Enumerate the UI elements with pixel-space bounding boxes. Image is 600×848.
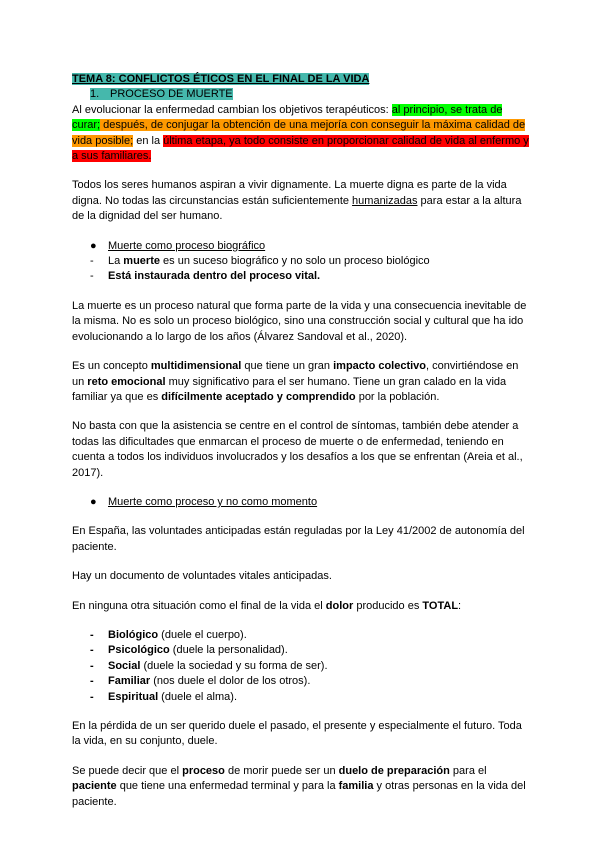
pain-c: producido es	[353, 599, 423, 612]
intro-mid: en la	[133, 134, 164, 147]
multi-f: reto emocional	[87, 375, 166, 388]
intro-lead: Al evolucionar la enfermedad cambian los objetivos terapéuticos:	[72, 103, 392, 116]
intro-highlight-orange: después, de conjugar la obtención de una mejoría con conseguir la máxima calidad de vida posible;	[72, 119, 526, 147]
dash-text-a: La	[108, 255, 124, 268]
dash-bold-text: Está instaurada dentro del proceso vital.	[108, 270, 321, 283]
multi-i: por la población.	[355, 390, 440, 403]
pain-item-bold: Familiar	[108, 675, 151, 688]
dash-icon: -	[90, 628, 94, 641]
section-heading	[72, 87, 532, 102]
bullet-text: Muerte como proceso biográfico	[108, 239, 266, 252]
pain-d: TOTAL	[422, 599, 459, 612]
pain-b: dolor	[325, 599, 354, 612]
dash-item	[72, 254, 532, 269]
duel-paragraph	[72, 764, 532, 810]
duel-b: proceso	[182, 764, 225, 777]
dash-icon: -	[90, 644, 94, 657]
intro-paragraph	[72, 103, 532, 165]
areia-paragraph: No basta con que la asistencia se centre en el control de síntomas, también debe atender a todas las dificultades que enmarcan el proceso de muerte o de enfermedad, teniendo en cuenta a todos los individuos involucrados y los desafíos a los que se enfrentan (Areia et al., 2017).	[72, 420, 523, 479]
multi-b: multidimensional	[150, 360, 242, 373]
multidimensional-paragraph	[72, 359, 532, 405]
dash-icon: -	[90, 690, 94, 703]
multi-c: que tiene un gran	[241, 360, 334, 373]
list-item	[72, 690, 532, 705]
dash-icon: -	[90, 659, 94, 672]
duel-g: que tiene una enfermedad terminal y para la	[116, 780, 339, 793]
section-number: 1.	[90, 88, 100, 101]
dash-bold: muerte	[123, 255, 160, 268]
duel-f: paciente	[72, 780, 117, 793]
dignity-underlined: humanizadas	[352, 194, 418, 207]
dignity-text-a: Todos los seres humanos aspiran a vivir dignamente. La muerte digna es parte de la vida digna. No todas las circunstancias están suficientemente	[72, 179, 507, 207]
list-item	[72, 628, 532, 643]
dash-item	[72, 269, 532, 284]
law-paragraph: En España, las voluntades anticipadas están reguladas por la Ley 41/2002 de autonomía del paciente.	[72, 525, 525, 553]
pain-item-bold: Social	[108, 659, 141, 672]
list-item	[72, 659, 532, 674]
multi-h: difícilmente aceptado y comprendido	[161, 390, 356, 403]
multi-a: Es un concepto	[72, 360, 151, 373]
dash-icon: -	[90, 270, 94, 283]
bullet-item-biographic	[72, 239, 532, 254]
bullet-icon: ●	[90, 495, 97, 508]
bullet-item-process	[72, 495, 532, 510]
pain-item-rest: (nos duele el dolor de los otros).	[150, 675, 311, 688]
title-text: TEMA 8: CONFLICTOS ÉTICOS EN EL FINAL DE LA VIDA	[72, 73, 370, 85]
pain-item-bold: Espiritual	[108, 690, 159, 703]
dash-icon: -	[90, 255, 94, 268]
list-item	[72, 674, 532, 689]
pain-e: :	[458, 599, 462, 612]
intro-highlight-red: última etapa, ya todo consiste en proporcionar calidad de vida al enfermo y a sus familiares.	[72, 134, 529, 163]
pain-paragraph	[72, 599, 532, 614]
multi-g: muy significativo para el ser humano. Tiene un gran calado en la vida familiar ya que es	[72, 375, 507, 403]
duel-i: y otras personas en la vida del paciente.	[72, 780, 526, 808]
duel-d: duelo de preparación	[338, 764, 450, 777]
loss-paragraph: En la pérdida de un ser querido duele el pasado, el presente y especialmente el futuro. Toda la vida, en su conjunto, duele.	[72, 720, 522, 748]
doc-title	[72, 72, 532, 87]
pain-item-bold: Biológico	[108, 628, 159, 641]
duel-e: para el	[449, 764, 487, 777]
natural-paragraph: La muerte es un proceso natural que forma parte de la vida y una consecuencia inevitable de la misma. No es solo un proceso biológico, sino una construcción social y cultural que ha ido evolucionando a lo largo de los años (Álvarez Sandoval et al., 2020).	[72, 299, 527, 343]
bullet-icon: ●	[90, 239, 97, 252]
pain-item-bold: Psicológico	[108, 644, 170, 657]
pain-item-rest: (duele la sociedad y su forma de ser).	[140, 659, 328, 672]
dash-text-c: es un suceso biográfico y no solo un proceso biológico	[159, 255, 430, 268]
pain-list	[72, 628, 532, 705]
duel-c: de morir puede ser un	[224, 764, 339, 777]
dash-icon: -	[90, 675, 94, 688]
section-label: PROCESO DE MUERTE	[110, 88, 233, 101]
multi-e: , convirtiéndose en un	[72, 360, 519, 388]
duel-h: familia	[338, 780, 374, 793]
pain-item-rest: (duele el cuerpo).	[158, 628, 247, 641]
pain-item-rest: (duele el alma).	[158, 690, 237, 703]
pain-item-rest: (duele la personalidad).	[169, 644, 288, 657]
dignity-text-b: para estar a la altura de la dignidad del ser humano.	[72, 194, 522, 223]
document-body	[72, 72, 532, 810]
list-item	[72, 643, 532, 658]
bullet-text: Muerte como proceso y no como momento	[108, 495, 318, 508]
pain-a: En ninguna otra situación como el final de la vida el	[72, 599, 326, 612]
dignity-paragraph	[72, 178, 532, 224]
duel-a: Se puede decir que el	[72, 764, 183, 777]
intro-highlight-green: al principio, se trata de curar;	[72, 103, 503, 132]
multi-d: impacto colectivo	[333, 360, 427, 373]
document-paragraph: Hay un documento de voluntades vitales anticipadas.	[72, 570, 332, 583]
